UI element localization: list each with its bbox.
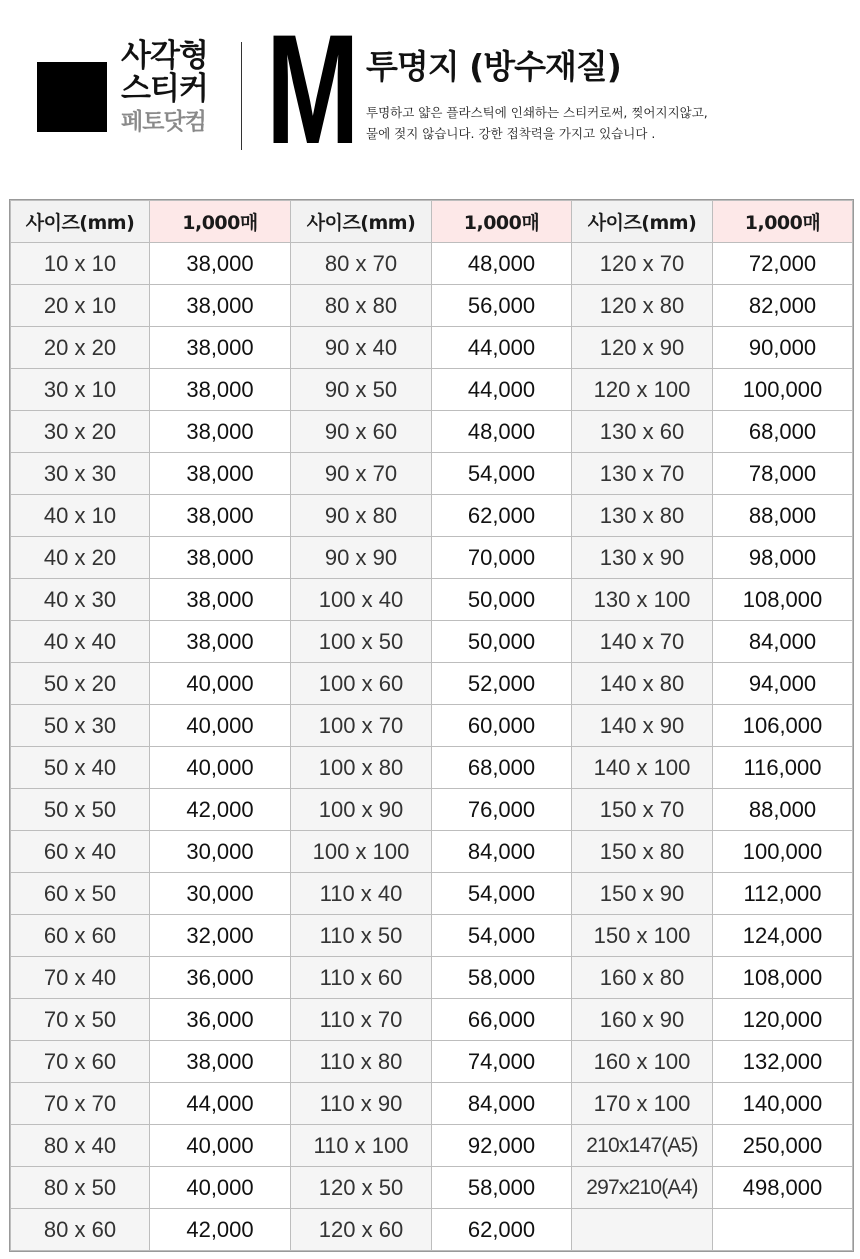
size-cell: 70 x 60 <box>11 1041 150 1083</box>
price-cell: 38,000 <box>150 453 291 495</box>
price-cell: 54,000 <box>432 873 572 915</box>
size-cell: 60 x 50 <box>11 873 150 915</box>
size-cell: 30 x 10 <box>11 369 150 411</box>
size-cell: 140 x 70 <box>572 621 713 663</box>
size-cell: 40 x 30 <box>11 579 150 621</box>
price-cell <box>713 1209 853 1251</box>
price-cell: 108,000 <box>713 957 853 999</box>
size-cell: 130 x 80 <box>572 495 713 537</box>
size-cell: 30 x 30 <box>11 453 150 495</box>
product-description <box>366 102 708 144</box>
price-cell: 38,000 <box>150 537 291 579</box>
size-letter: M <box>266 3 357 177</box>
price-cell: 132,000 <box>713 1041 853 1083</box>
size-cell: 80 x 70 <box>291 243 432 285</box>
size-cell: 120 x 90 <box>572 327 713 369</box>
table-row <box>11 327 853 369</box>
price-cell: 82,000 <box>713 285 853 327</box>
price-cell: 94,000 <box>713 663 853 705</box>
price-table-container <box>10 200 852 1251</box>
size-cell: 50 x 40 <box>11 747 150 789</box>
price-cell: 42,000 <box>150 1209 291 1251</box>
size-cell <box>572 1209 713 1251</box>
price-cell: 38,000 <box>150 369 291 411</box>
price-cell: 60,000 <box>432 705 572 747</box>
quantity-header: 1,000매 <box>150 201 291 243</box>
table-row <box>11 873 853 915</box>
table-row <box>11 621 853 663</box>
size-cell: 160 x 90 <box>572 999 713 1041</box>
size-cell: 210x147(A5) <box>572 1125 713 1167</box>
price-cell: 38,000 <box>150 327 291 369</box>
size-cell: 90 x 70 <box>291 453 432 495</box>
size-cell: 40 x 10 <box>11 495 150 537</box>
price-cell: 90,000 <box>713 327 853 369</box>
price-cell: 50,000 <box>432 621 572 663</box>
size-cell: 100 x 100 <box>291 831 432 873</box>
size-cell: 100 x 80 <box>291 747 432 789</box>
table-row <box>11 999 853 1041</box>
price-cell: 44,000 <box>150 1083 291 1125</box>
price-cell: 58,000 <box>432 1167 572 1209</box>
table-body <box>11 243 853 1251</box>
size-cell: 110 x 70 <box>291 999 432 1041</box>
table-row <box>11 495 853 537</box>
size-cell: 130 x 70 <box>572 453 713 495</box>
size-cell: 130 x 60 <box>572 411 713 453</box>
size-cell: 70 x 50 <box>11 999 150 1041</box>
size-cell: 40 x 40 <box>11 621 150 663</box>
size-cell: 80 x 80 <box>291 285 432 327</box>
price-cell: 74,000 <box>432 1041 572 1083</box>
price-cell: 38,000 <box>150 621 291 663</box>
size-cell: 120 x 100 <box>572 369 713 411</box>
size-cell: 130 x 90 <box>572 537 713 579</box>
price-cell: 108,000 <box>713 579 853 621</box>
price-cell: 140,000 <box>713 1083 853 1125</box>
price-cell: 36,000 <box>150 957 291 999</box>
price-cell: 40,000 <box>150 705 291 747</box>
table-row <box>11 579 853 621</box>
price-cell: 100,000 <box>713 369 853 411</box>
price-cell: 76,000 <box>432 789 572 831</box>
price-cell: 54,000 <box>432 453 572 495</box>
size-cell: 150 x 90 <box>572 873 713 915</box>
logo <box>121 40 231 138</box>
size-cell: 70 x 70 <box>11 1083 150 1125</box>
size-header: 사이즈(mm) <box>572 201 713 243</box>
price-table <box>10 200 853 1251</box>
description-line-2: 물에 젖지 않습니다. 강한 접착력을 가지고 있습니다 . <box>366 126 656 141</box>
price-cell: 498,000 <box>713 1167 853 1209</box>
logo-line-1: 사각형 <box>121 38 208 74</box>
table-row <box>11 915 853 957</box>
price-cell: 62,000 <box>432 1209 572 1251</box>
size-cell: 100 x 70 <box>291 705 432 747</box>
size-cell: 20 x 10 <box>11 285 150 327</box>
price-cell: 84,000 <box>432 831 572 873</box>
size-cell: 90 x 60 <box>291 411 432 453</box>
size-cell: 50 x 30 <box>11 705 150 747</box>
table-row <box>11 789 853 831</box>
size-cell: 30 x 20 <box>11 411 150 453</box>
table-row <box>11 1041 853 1083</box>
price-cell: 32,000 <box>150 915 291 957</box>
size-cell: 100 x 60 <box>291 663 432 705</box>
table-row <box>11 453 853 495</box>
size-cell: 100 x 90 <box>291 789 432 831</box>
price-cell: 58,000 <box>432 957 572 999</box>
quantity-header: 1,000매 <box>713 201 853 243</box>
table-row <box>11 243 853 285</box>
table-row <box>11 285 853 327</box>
size-cell: 120 x 50 <box>291 1167 432 1209</box>
size-cell: 90 x 80 <box>291 495 432 537</box>
product-title: 투명지 (방수재질) <box>366 47 621 86</box>
price-cell: 120,000 <box>713 999 853 1041</box>
price-cell: 124,000 <box>713 915 853 957</box>
size-cell: 170 x 100 <box>572 1083 713 1125</box>
price-cell: 38,000 <box>150 411 291 453</box>
size-cell: 150 x 80 <box>572 831 713 873</box>
table-row <box>11 537 853 579</box>
size-cell: 110 x 50 <box>291 915 432 957</box>
table-row <box>11 1209 853 1251</box>
price-cell: 250,000 <box>713 1125 853 1167</box>
price-cell: 84,000 <box>713 621 853 663</box>
price-cell: 70,000 <box>432 537 572 579</box>
size-cell: 140 x 100 <box>572 747 713 789</box>
price-cell: 30,000 <box>150 831 291 873</box>
price-cell: 52,000 <box>432 663 572 705</box>
price-cell: 40,000 <box>150 1167 291 1209</box>
size-header: 사이즈(mm) <box>291 201 432 243</box>
price-cell: 54,000 <box>432 915 572 957</box>
price-cell: 48,000 <box>432 243 572 285</box>
table-row <box>11 831 853 873</box>
price-cell: 72,000 <box>713 243 853 285</box>
size-cell: 110 x 80 <box>291 1041 432 1083</box>
price-cell: 88,000 <box>713 789 853 831</box>
price-cell: 48,000 <box>432 411 572 453</box>
table-row <box>11 705 853 747</box>
size-cell: 110 x 90 <box>291 1083 432 1125</box>
size-cell: 110 x 60 <box>291 957 432 999</box>
header-divider <box>241 42 242 150</box>
size-cell: 20 x 20 <box>11 327 150 369</box>
size-cell: 140 x 80 <box>572 663 713 705</box>
size-cell: 150 x 100 <box>572 915 713 957</box>
table-row <box>11 747 853 789</box>
logo-line-2: 스티커 <box>121 71 208 107</box>
size-cell: 80 x 60 <box>11 1209 150 1251</box>
size-cell: 90 x 50 <box>291 369 432 411</box>
price-cell: 40,000 <box>150 663 291 705</box>
size-cell: 100 x 40 <box>291 579 432 621</box>
size-cell: 10 x 10 <box>11 243 150 285</box>
size-cell: 110 x 100 <box>291 1125 432 1167</box>
price-cell: 88,000 <box>713 495 853 537</box>
price-cell: 62,000 <box>432 495 572 537</box>
size-cell: 100 x 50 <box>291 621 432 663</box>
price-cell: 40,000 <box>150 1125 291 1167</box>
price-cell: 38,000 <box>150 285 291 327</box>
size-cell: 60 x 40 <box>11 831 150 873</box>
logo-square-icon <box>37 62 107 132</box>
size-cell: 140 x 90 <box>572 705 713 747</box>
size-cell: 120 x 80 <box>572 285 713 327</box>
price-cell: 84,000 <box>432 1083 572 1125</box>
price-cell: 68,000 <box>713 411 853 453</box>
price-cell: 40,000 <box>150 747 291 789</box>
size-cell: 160 x 80 <box>572 957 713 999</box>
size-cell: 90 x 40 <box>291 327 432 369</box>
size-header: 사이즈(mm) <box>11 201 150 243</box>
price-cell: 112,000 <box>713 873 853 915</box>
size-cell: 80 x 50 <box>11 1167 150 1209</box>
size-cell: 60 x 60 <box>11 915 150 957</box>
price-cell: 92,000 <box>432 1125 572 1167</box>
table-header-row <box>11 201 853 243</box>
description-line-1: 투명하고 얇은 플라스틱에 인쇄하는 스티커로써, 찢어지지않고, <box>366 105 708 120</box>
size-cell: 90 x 90 <box>291 537 432 579</box>
price-cell: 98,000 <box>713 537 853 579</box>
size-cell: 50 x 50 <box>11 789 150 831</box>
price-cell: 44,000 <box>432 369 572 411</box>
price-cell: 36,000 <box>150 999 291 1041</box>
quantity-header: 1,000매 <box>432 201 572 243</box>
size-cell: 50 x 20 <box>11 663 150 705</box>
table-row <box>11 411 853 453</box>
price-cell: 56,000 <box>432 285 572 327</box>
price-cell: 116,000 <box>713 747 853 789</box>
size-cell: 160 x 100 <box>572 1041 713 1083</box>
logo-brand: 페토닷컴 <box>121 109 206 135</box>
price-cell: 42,000 <box>150 789 291 831</box>
price-cell: 50,000 <box>432 579 572 621</box>
price-cell: 68,000 <box>432 747 572 789</box>
size-cell: 297x210(A4) <box>572 1167 713 1209</box>
price-cell: 38,000 <box>150 1041 291 1083</box>
table-row <box>11 1083 853 1125</box>
price-cell: 38,000 <box>150 495 291 537</box>
price-cell: 38,000 <box>150 243 291 285</box>
size-cell: 120 x 70 <box>572 243 713 285</box>
table-row <box>11 1125 853 1167</box>
header <box>0 0 860 190</box>
table-row <box>11 663 853 705</box>
price-cell: 30,000 <box>150 873 291 915</box>
price-cell: 78,000 <box>713 453 853 495</box>
size-cell: 120 x 60 <box>291 1209 432 1251</box>
size-cell: 80 x 40 <box>11 1125 150 1167</box>
table-row <box>11 369 853 411</box>
size-cell: 150 x 70 <box>572 789 713 831</box>
size-cell: 70 x 40 <box>11 957 150 999</box>
price-cell: 106,000 <box>713 705 853 747</box>
size-cell: 110 x 40 <box>291 873 432 915</box>
size-cell: 40 x 20 <box>11 537 150 579</box>
price-cell: 66,000 <box>432 999 572 1041</box>
price-cell: 44,000 <box>432 327 572 369</box>
size-cell: 130 x 100 <box>572 579 713 621</box>
price-cell: 100,000 <box>713 831 853 873</box>
table-row <box>11 1167 853 1209</box>
price-cell: 38,000 <box>150 579 291 621</box>
table-row <box>11 957 853 999</box>
